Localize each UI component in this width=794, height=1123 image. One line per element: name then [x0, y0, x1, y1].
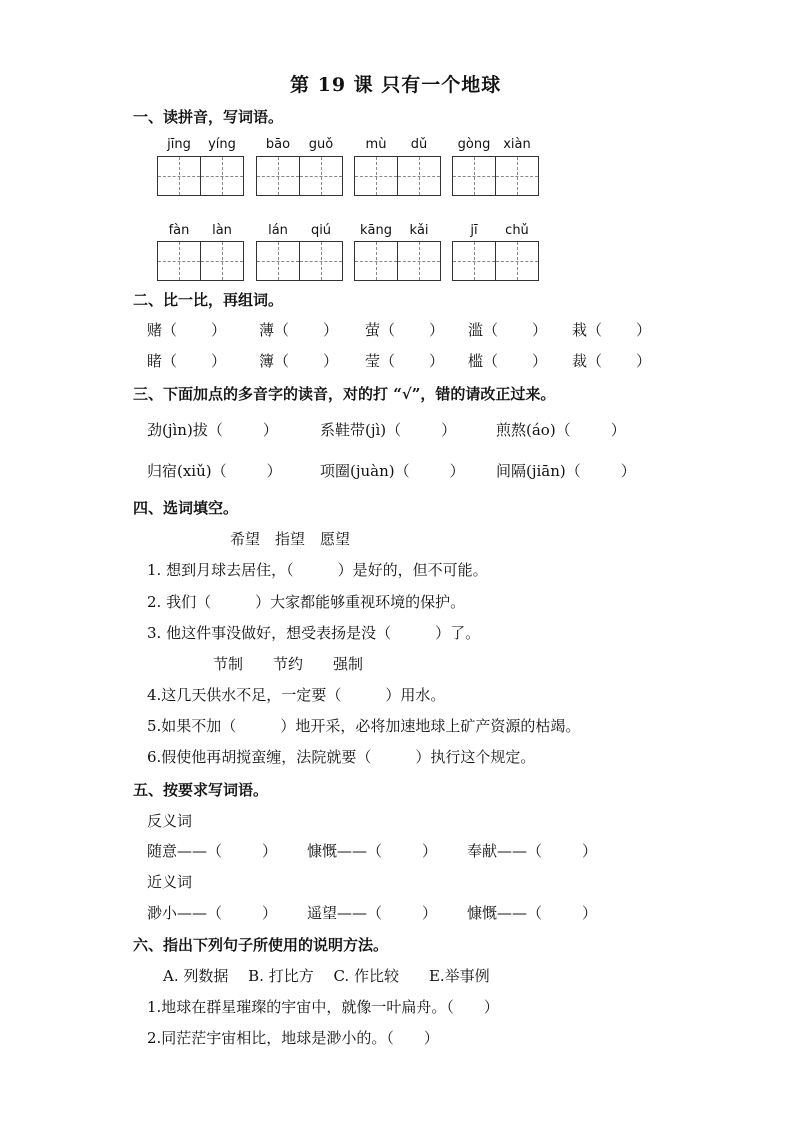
section-2-heading: 二、比一比，再组词。 [133, 291, 284, 309]
antonym-label: 反义词 [147, 812, 193, 830]
polyphone-text: 系鞋带(jì)（ [320, 421, 402, 439]
word-pair-text: 随意——（ [147, 842, 223, 860]
page-title: 第 19 课 只有一个地球 [290, 74, 502, 96]
compare-char: 滥 [468, 321, 484, 339]
paren-close: ） [610, 421, 626, 439]
paren-close: ） [582, 842, 598, 860]
pinyin-syllable: yíng [208, 137, 236, 152]
writing-grid [354, 241, 440, 281]
polyphone-text: 劲(jìn)拔（ [147, 421, 223, 439]
word-bank-1: 希望 指望 愿望 [230, 530, 351, 548]
fill-q6: 6.假使他再胡搅蛮缠，法院就要（ ）执行这个规定。 [147, 748, 536, 766]
compare-item [572, 319, 651, 340]
polyphone-text: 间隔(jiān)（ [496, 462, 581, 480]
pinyin-syllable: fàn [168, 223, 190, 238]
section-3-heading: 三、下面加点的多音字的读音，对的打 “√”，错的请改正过来。 [133, 385, 556, 403]
polyphone-item [320, 460, 465, 481]
paren-close: ） [582, 904, 598, 922]
compare-char: 薄 [259, 321, 275, 339]
compare-char: 莹 [365, 352, 381, 370]
paren-open: （ [162, 352, 178, 370]
pinyin-syllable: jīng [167, 137, 191, 152]
pinyin-syllable: bāo [265, 137, 291, 152]
synonym-label: 近义词 [147, 873, 193, 891]
paren-close: ） [323, 352, 339, 370]
section-1-heading: 一、读拼音，写词语。 [133, 108, 284, 126]
fill-q3: 3. 他这件事没做好，想受表扬是没（ ）了。 [147, 624, 481, 642]
paren-close: ） [211, 321, 227, 339]
fill-q1: 1. 想到月球去居住，（ ）是好的，但不可能。 [147, 561, 488, 579]
fill-q4: 4.这几天供水不足，一定要（ ）用水。 [147, 686, 446, 704]
word-pair-item [307, 840, 437, 861]
pinyin-syllable: chǔ [505, 223, 529, 238]
paren-close: ） [422, 904, 438, 922]
word-pair-text: 遥望——（ [307, 904, 383, 922]
word-pair-item [147, 902, 277, 923]
method-q1: 1.地球在群星璀璨的宇宙中，就像一叶扁舟。（ ） [147, 998, 499, 1016]
writing-grid [452, 156, 538, 196]
grid-cell [200, 241, 244, 281]
pinyin-syllable: dǔ [410, 137, 428, 152]
grid-cell [452, 241, 496, 281]
paren-close: ） [262, 904, 278, 922]
paren-close: ） [262, 842, 278, 860]
paren-close: ） [441, 421, 457, 439]
grid-cell [157, 156, 201, 196]
paren-open: （ [587, 321, 603, 339]
grid-cell [495, 156, 539, 196]
compare-char: 槛 [468, 352, 484, 370]
paren-close: ） [422, 842, 438, 860]
writing-grid [452, 241, 538, 281]
compare-char: 裁 [572, 352, 588, 370]
pinyin-syllable: lán [268, 223, 288, 238]
word-bank-2: 节制 节约 强制 [213, 655, 364, 673]
section-5-heading: 五、按要求写词语。 [133, 781, 269, 799]
grid-cell [256, 241, 300, 281]
polyphone-item [147, 419, 278, 440]
polyphone-text: 煎熬(áo)（ [496, 421, 571, 439]
polyphone-item [147, 460, 282, 481]
grid-cell [354, 156, 398, 196]
pinyin-syllable: gòng [457, 137, 491, 152]
paren-open: （ [380, 352, 396, 370]
paren-close: ） [532, 352, 548, 370]
compare-item [365, 319, 444, 340]
grid-cell [452, 156, 496, 196]
grid-cell [397, 241, 441, 281]
compare-item [468, 350, 547, 371]
section-4-heading: 四、选词填空。 [133, 499, 239, 517]
paren-open: （ [483, 321, 499, 339]
word-pair-text: 慷慨——（ [307, 842, 383, 860]
compare-char: 萤 [365, 321, 381, 339]
paren-open: （ [162, 321, 178, 339]
word-pair-item [467, 902, 597, 923]
compare-item [147, 350, 226, 371]
compare-char: 栽 [572, 321, 588, 339]
pinyin-syllable: kǎi [409, 223, 429, 238]
polyphone-text: 项圈(juàn)（ [320, 462, 410, 480]
paren-open: （ [587, 352, 603, 370]
grid-cell [200, 156, 244, 196]
paren-open: （ [274, 321, 290, 339]
polyphone-item [320, 419, 456, 440]
grid-cell [495, 241, 539, 281]
polyphone-item [496, 419, 626, 440]
compare-char: 赌 [147, 321, 163, 339]
compare-item [147, 319, 226, 340]
paren-close: ） [266, 462, 282, 480]
writing-grid [256, 156, 342, 196]
compare-item [468, 319, 547, 340]
word-pair-text: 渺小——（ [147, 904, 223, 922]
polyphone-item [496, 460, 636, 481]
paren-close: ） [449, 462, 465, 480]
compare-char: 簿 [259, 352, 275, 370]
method-q2: 2.同茫茫宇宙相比，地球是渺小的。（ ） [147, 1029, 439, 1047]
writing-grid [256, 241, 342, 281]
writing-grid [354, 156, 440, 196]
paren-close: ） [636, 321, 652, 339]
paren-close: ） [532, 321, 548, 339]
compare-char: 睹 [147, 352, 163, 370]
writing-grid [157, 241, 243, 281]
fill-q2: 2. 我们（ ）大家都能够重视环境的保护。 [147, 593, 466, 611]
pinyin-syllable: jī [470, 223, 478, 238]
compare-item [259, 319, 338, 340]
word-pair-item [467, 840, 597, 861]
writing-grid [157, 156, 243, 196]
pinyin-syllable: kāng [360, 223, 392, 238]
word-pair-text: 慷慨——（ [467, 904, 543, 922]
paren-close: ） [620, 462, 636, 480]
paren-close: ） [262, 421, 278, 439]
paren-open: （ [380, 321, 396, 339]
paren-open: （ [274, 352, 290, 370]
paren-close: ） [429, 321, 445, 339]
compare-item [572, 350, 651, 371]
fill-q5: 5.如果不加（ ）地开采，必将加速地球上矿产资源的枯竭。 [147, 717, 581, 735]
grid-cell [354, 241, 398, 281]
section-6-heading: 六、指出下列句子所使用的说明方法。 [133, 936, 389, 954]
method-options: A. 列数据 B. 打比方 C. 作比较 E.举事例 [163, 967, 490, 985]
grid-cell [299, 241, 343, 281]
paren-close: ） [429, 352, 445, 370]
word-pair-item [307, 902, 437, 923]
paren-close: ） [211, 352, 227, 370]
grid-cell [157, 241, 201, 281]
grid-cell [397, 156, 441, 196]
paren-close: ） [323, 321, 339, 339]
grid-cell [256, 156, 300, 196]
compare-item [365, 350, 444, 371]
word-pair-text: 奉献——（ [467, 842, 543, 860]
pinyin-syllable: làn [212, 223, 232, 238]
compare-item [259, 350, 338, 371]
paren-open: （ [483, 352, 499, 370]
pinyin-syllable: xiàn [503, 137, 531, 152]
paren-close: ） [636, 352, 652, 370]
word-pair-item [147, 840, 277, 861]
pinyin-syllable: guǒ [308, 137, 334, 152]
pinyin-syllable: mù [365, 137, 387, 152]
polyphone-text: 归宿(xiǔ)（ [147, 462, 227, 480]
pinyin-syllable: qiú [310, 223, 332, 238]
grid-cell [299, 156, 343, 196]
